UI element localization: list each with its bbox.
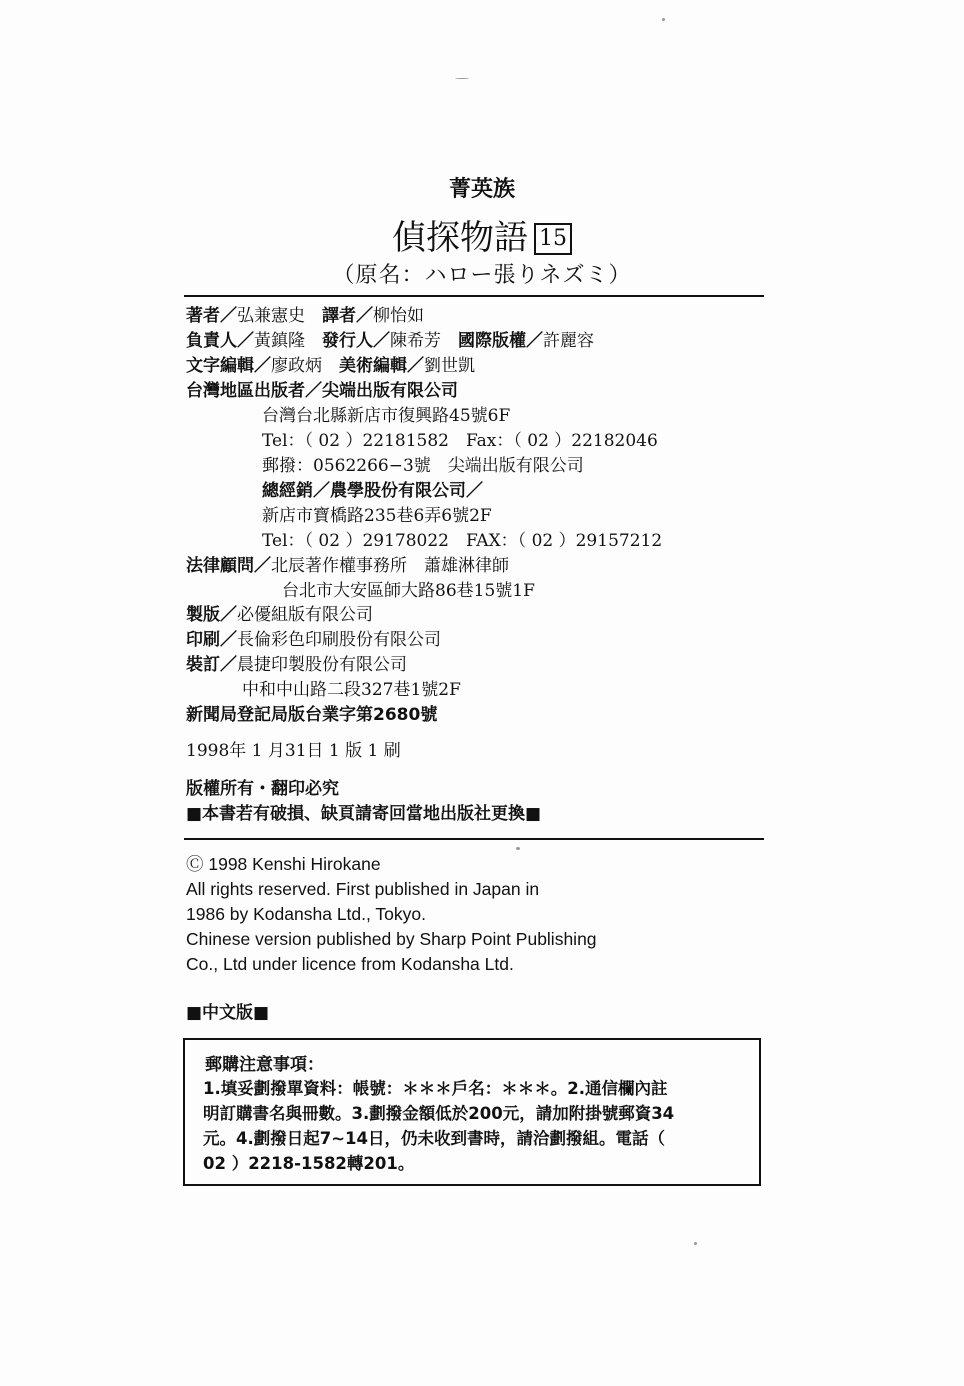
credit-value: 許麗容 xyxy=(543,331,594,351)
scan-speck xyxy=(455,78,469,79)
credit-label: 法律顧問／ xyxy=(186,556,271,576)
credit-line xyxy=(242,679,461,701)
credit-value: 中和中山路二段327巷1號2F xyxy=(242,680,461,700)
credit-label: 新聞局登記局版台業字第2680號 xyxy=(186,705,438,725)
credit-value: Tel：（ 02 ）22181582 Fax：（ 02 ）22182046 xyxy=(262,431,658,451)
chinese-edition-label: ■中文版■ xyxy=(186,1003,270,1023)
credit-label: 印刷／ xyxy=(186,630,237,650)
original-title: （原名：ハロー張りネズミ） xyxy=(332,263,632,288)
english-line: Ⓒ 1998 Kenshi Hirokane xyxy=(186,854,381,874)
credit-label: 國際版權／ xyxy=(441,331,543,351)
book-title-row xyxy=(0,210,964,259)
scan-speck xyxy=(516,847,520,850)
credit-value: 劉世凱 xyxy=(424,356,475,376)
scan-speck xyxy=(662,18,665,21)
credit-line xyxy=(186,704,437,726)
credit-label: 著者／ xyxy=(186,306,237,326)
credit-label: 發行人／ xyxy=(305,331,390,351)
credit-label: 總經銷／農學股份有限公司／ xyxy=(262,481,483,501)
credit-value: 晨捷印製股份有限公司 xyxy=(237,655,407,675)
mail-order-line: 02 ）2218-1582轉201。 xyxy=(203,1154,415,1173)
credit-line xyxy=(262,455,584,477)
mail-order-line: 1.填妥劃撥單資料：帳號：＊＊＊戶名：＊＊＊。2.通信欄內註 xyxy=(203,1079,668,1098)
credit-value: 台灣台北縣新店市復興路45號6F xyxy=(262,406,511,426)
credit-line xyxy=(186,604,373,626)
scan-speck xyxy=(694,1242,697,1245)
mail-order-body xyxy=(203,1076,751,1176)
credit-line xyxy=(262,480,483,502)
credit-label: 台灣地區出版者／尖端出版有限公司 xyxy=(186,381,458,401)
credit-line xyxy=(186,305,424,327)
credit-value: Tel：（ 02 ）29178022 FAX：（ 02 ）29157212 xyxy=(262,531,663,551)
credit-value: 廖政炳 xyxy=(271,356,322,376)
credit-label: 裝訂／ xyxy=(186,655,237,675)
credit-value: 台北市大安區師大路86巷15號1F xyxy=(282,581,535,601)
english-line: Co., Ltd under licence from Kodansha Ltd. xyxy=(186,954,514,974)
credit-label: 文字編輯／ xyxy=(186,356,271,376)
english-line: All rights reserved. First published in Japan in xyxy=(186,879,540,899)
book-title: 偵探物語 xyxy=(392,218,528,258)
volume-number: 15 xyxy=(534,223,572,255)
credit-value: 弘兼憲史 xyxy=(237,306,305,326)
english-line: Chinese version published by Sharp Point Publishing xyxy=(186,929,597,949)
credit-line xyxy=(282,580,535,602)
replace-notice: ■本書若有破損、缺頁請寄回當地出版社更換■ xyxy=(186,804,542,824)
credit-value: 黃鎮隆 xyxy=(254,331,305,351)
credit-line xyxy=(262,430,658,452)
credit-line xyxy=(262,405,510,427)
credit-line xyxy=(186,355,475,377)
mail-order-box xyxy=(183,1038,761,1186)
credit-line xyxy=(262,530,662,552)
credit-line xyxy=(262,505,492,527)
credit-value: 新店市寶橋路235巷6弄6號2F xyxy=(262,506,492,526)
mail-order-line: 明訂購書名與冊數。3.劃撥金額低於200元，請加附掛號郵資34 xyxy=(203,1104,675,1123)
credit-label: 美術編輯／ xyxy=(322,356,424,376)
credit-value: 柳怡如 xyxy=(373,306,424,326)
credit-value: 北辰著作權事務所 蕭雄淋律師 xyxy=(271,556,509,576)
mail-order-line: 元。4.劃撥日起7∼14日，仍未收到書時，請洽劃撥組。電話（ xyxy=(203,1129,666,1148)
credit-label: 製版／ xyxy=(186,605,237,625)
credit-line xyxy=(186,330,594,352)
series-name: 菁英族 xyxy=(448,177,515,202)
english-line: 1986 by Kodansha Ltd., Tokyo. xyxy=(186,904,426,924)
credit-label: 負責人／ xyxy=(186,331,254,351)
credit-line xyxy=(186,629,441,651)
edition-line: 1998年 1 月31日 1 版 1 刷 xyxy=(186,741,401,761)
credit-line xyxy=(186,555,509,577)
top-divider xyxy=(184,295,764,297)
credit-value: 長倫彩色印刷股份有限公司 xyxy=(237,630,441,650)
credit-label: 譯者／ xyxy=(305,306,373,326)
credit-value: 必優組版有限公司 xyxy=(237,605,373,625)
middle-divider xyxy=(184,838,764,840)
credit-value: 陳希芳 xyxy=(390,331,441,351)
credit-line xyxy=(186,380,458,402)
mail-order-heading: 郵購注意事項： xyxy=(205,1055,324,1075)
credit-line xyxy=(186,654,407,676)
credit-value: 郵撥：0562266−3號 尖端出版有限公司 xyxy=(262,456,584,476)
rights-line: 版權所有・翻印必究 xyxy=(186,779,339,799)
